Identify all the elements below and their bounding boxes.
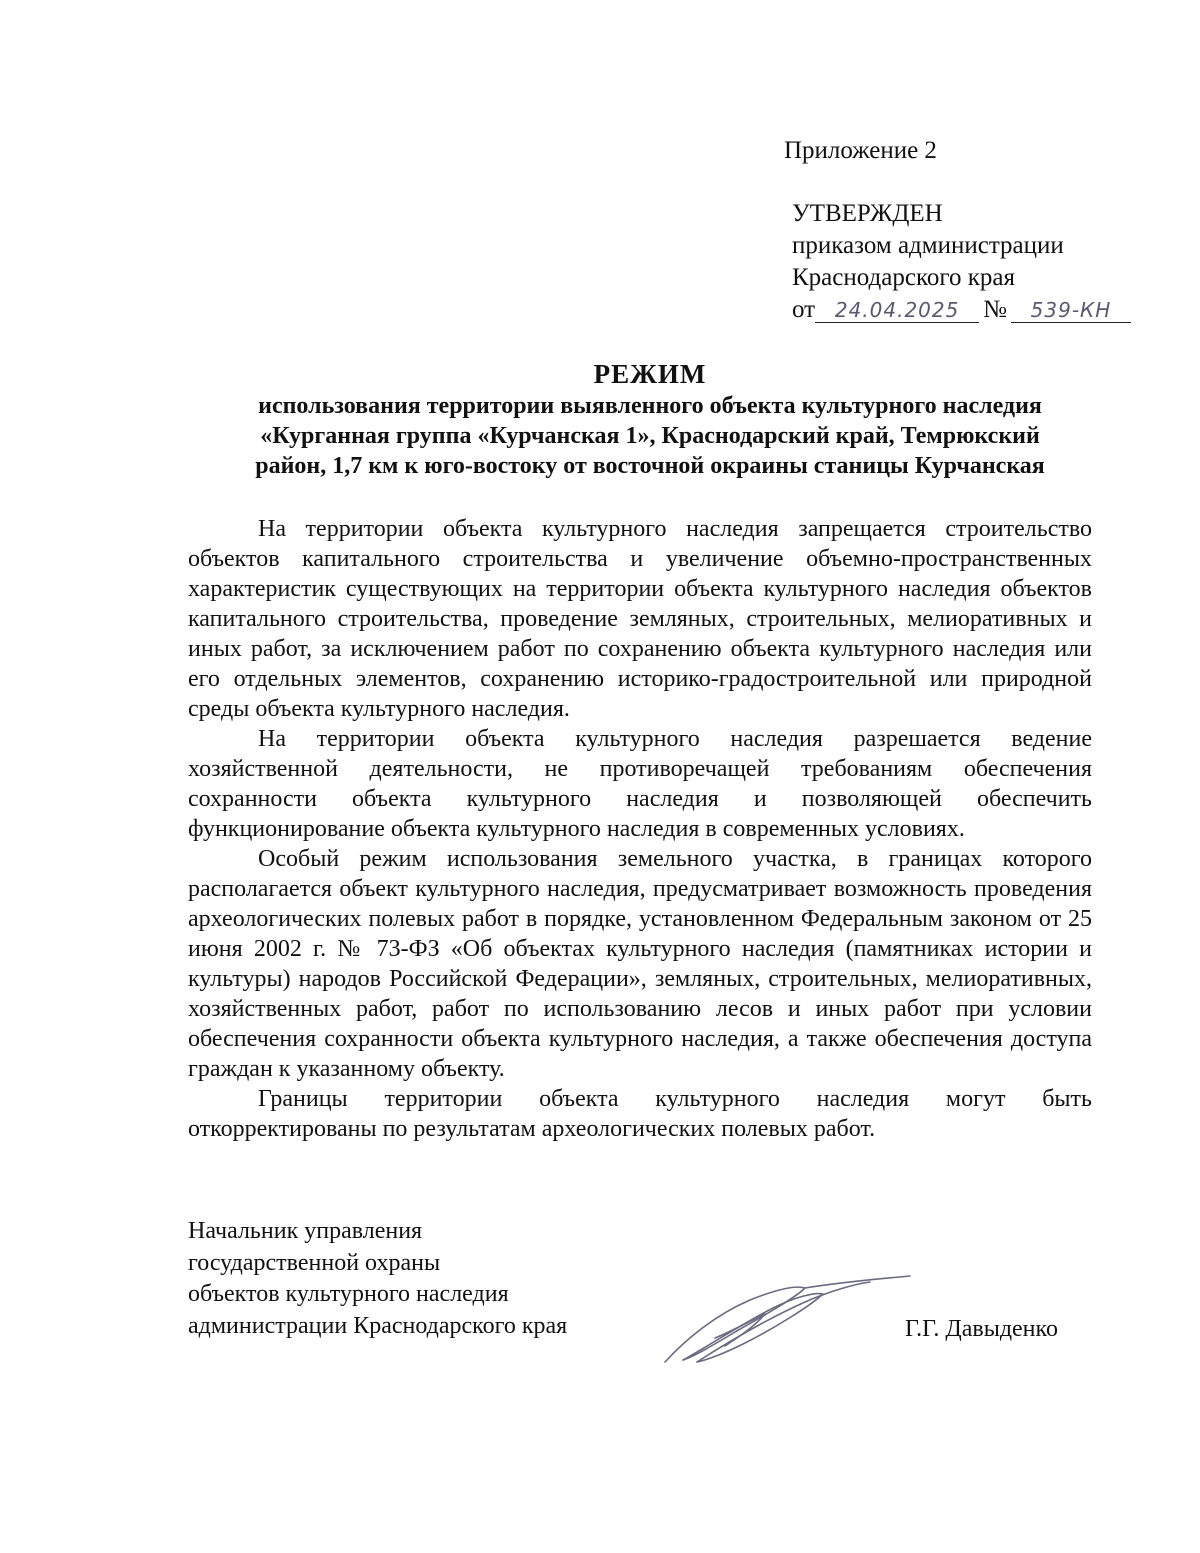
number-sign: № xyxy=(983,296,1007,323)
doc-subtitle-line-1: использования территории выявленного объекта культурного наследия xyxy=(258,393,1042,419)
date-prefix: от xyxy=(792,296,816,323)
handwritten-signature xyxy=(655,1270,915,1370)
position-line-3: объектов культурного наследия xyxy=(188,1281,509,1307)
title-block xyxy=(150,357,1150,481)
body-text xyxy=(188,514,1092,1144)
order-line-1: приказом администрации xyxy=(792,232,1064,259)
paragraph-1: На территории объекта культурного наследия запрещается строительство объектов капитального строительства и увеличение объемно-пространственных характеристик существующих на территории объекта культурного наследия объектов капитального строительства, проведение земляных, строительных, мелиоративных и иных работ, за исключением работ по сохранению объекта культурного наследия или его отдельных элементов, сохранению историко-градостроительной или природной среды объекта культурного наследия. xyxy=(188,516,1092,722)
order-line-2: Краснодарского края xyxy=(792,264,1015,291)
handwritten-number: 539-КН xyxy=(1011,298,1131,323)
doc-subtitle-line-2: «Курганная группа «Курчанская 1», Краснодарский край, Темрюкский xyxy=(260,423,1040,449)
order-date-row xyxy=(792,294,1131,326)
handwritten-date: 24.04.2025 xyxy=(815,298,979,323)
doc-title: РЕЖИМ xyxy=(593,359,707,389)
paragraph-4: Границы территории объекта культурного наследия могут быть откорректированы по результатам археологических полевых работ. xyxy=(188,1086,1092,1142)
position-line-2: государственной охраны xyxy=(188,1249,441,1276)
position-line-4: администрации Краснодарского края xyxy=(188,1312,568,1339)
position-line-1: Начальник управления xyxy=(188,1218,423,1244)
approved-label: УТВЕРЖДЕН xyxy=(792,200,943,227)
signer-name: Г.Г. Давыденко xyxy=(905,1316,1058,1342)
doc-subtitle-line-3: район, 1,7 км к юго-востоку от восточной окраины станицы Курчанская xyxy=(255,453,1045,479)
signatory-position xyxy=(188,1216,567,1342)
appendix-label: Приложение 2 xyxy=(784,137,937,164)
approval-block xyxy=(792,198,1131,326)
paragraph-2: На территории объекта культурного наследия разрешается ведение хозяйственной деятельности, не противоречащей требованиям обеспечения сохранности объекта культурного наследия и позволяющей обеспечить функционирование объекта культурного наследия в современных условиях. xyxy=(188,726,1092,842)
paragraph-3: Особый режим использования земельного участка, в границах которого располагается объект культурного наследия, предусматривает возможность проведения археологических полевых работ в порядке, установленном Федеральным законом от 25 июня 2002 г. № 73-ФЗ «Об объектах культурного наследия (памятниках истории и культуры) народов Российской Федерации», земляных, строительных, мелиоративных, хозяйственных работ, работ по использованию лесов и иных работ при условии обеспечения сохранности объекта культурного наследия, а также обеспечения доступа граждан к указанному объекту. xyxy=(188,846,1092,1082)
